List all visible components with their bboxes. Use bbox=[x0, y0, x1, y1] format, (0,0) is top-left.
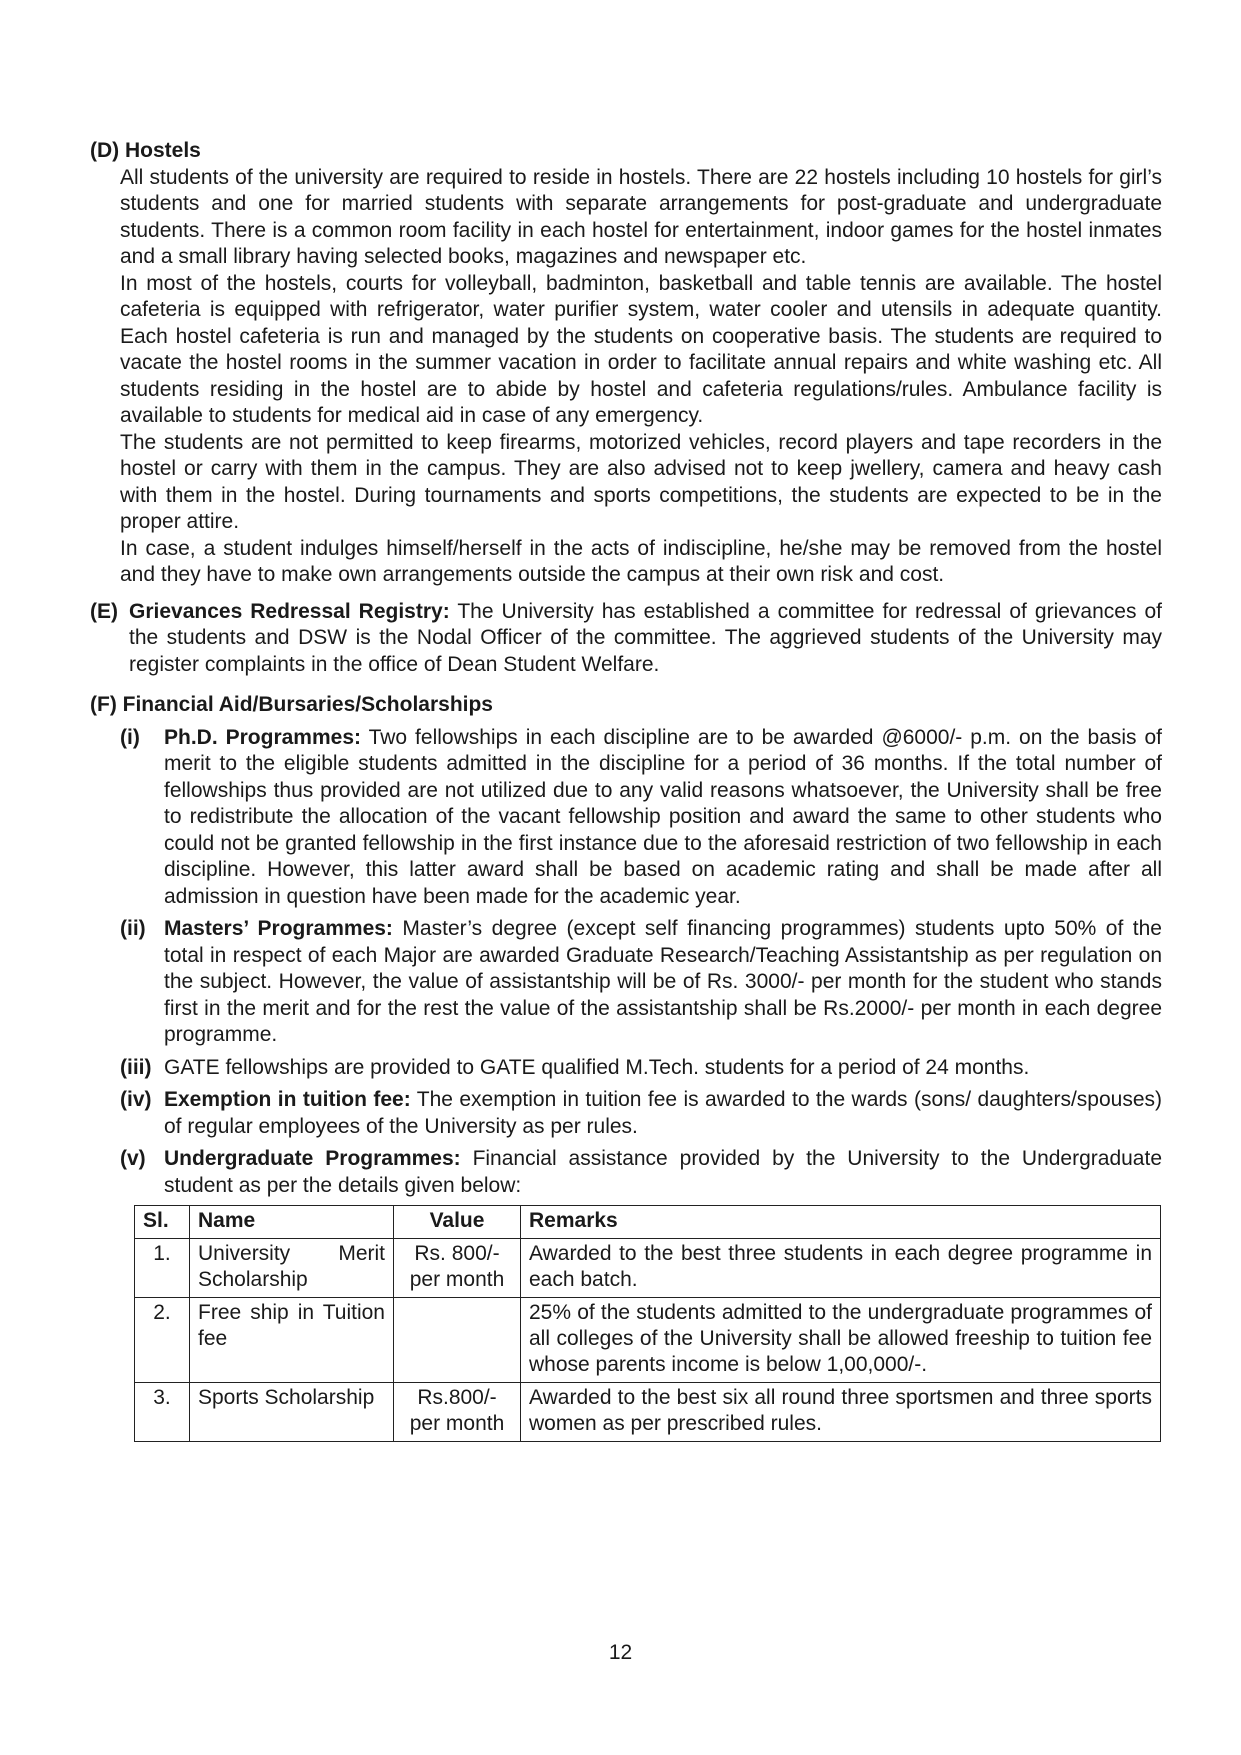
item-number: (iii) bbox=[120, 1055, 152, 1079]
item-body: Two fellowships in each discipline are to be awarded @6000/- p.m. on the basis of merit to the eligible students admitted in the discipline for a period of 36 months. If the total number of fellowships thus provided are not utilized due to any valid reasons whatsoever, the University shall be free to redistribute the allocation of the vacant fellowship position and award the same to other students who could not be granted fellowship in the first instance due to the aforesaid restriction of two fellowship in each discipline. However, this latter award shall be based on academic rating and shall be made after all admission in question have been made for the academic year. bbox=[164, 725, 1162, 908]
item-number: (v) bbox=[120, 1147, 146, 1170]
grievances-label: (E) bbox=[90, 599, 118, 623]
cell-value: Rs. 800/- per month bbox=[394, 1239, 521, 1298]
table-row bbox=[135, 1239, 1161, 1298]
item-number: (ii) bbox=[120, 917, 146, 940]
item-text bbox=[164, 725, 1162, 911]
financial-item bbox=[120, 725, 1162, 911]
item-body: Financial assistance provided by the University to the Undergraduate student as per the details given below: bbox=[164, 1147, 1163, 1197]
cell-name: Free ship in Tuition fee bbox=[190, 1298, 394, 1383]
table-row bbox=[135, 1298, 1161, 1383]
cell-value: Rs.800/- per month bbox=[394, 1383, 521, 1442]
item-title: Masters’ Programmes: bbox=[164, 917, 393, 940]
cell-remarks: Awarded to the best six all round three sportsmen and three sports women as per prescribed rules. bbox=[521, 1383, 1161, 1442]
cell-remarks: Awarded to the best three students in each degree programme in each batch. bbox=[521, 1239, 1161, 1298]
item-body: Master’s degree (except self financing programmes) students upto 50% of the total in respect of each Major are awarded Graduate Research/Teaching Assistantship as per regulation on the subject. However, the value of assistantship will be of Rs. 3000/- per month for the student who stands first in the merit and for the rest the value of the assistantship shall be Rs.2000/- per month in each degree programme. bbox=[164, 917, 1162, 1046]
item-title: Ph.D. Programmes: bbox=[164, 725, 362, 749]
item-number: (i) bbox=[120, 725, 140, 749]
hostels-paragraph: In most of the hostels, courts for volleyball, badminton, basketball and table tennis are available. The hostel cafeteria is equipped with refrigerator, water purifier system, water cooler and utensils in adequate quantity. Each hostel cafeteria is run and managed by the students on cooperative basis. The students are required to vacate the hostel rooms in the summer vacation in order to facilitate annual repairs and white washing etc. All students residing in the hostel are to abide by hostel and cafeteria regulations/rules. Ambulance facility is available to students for medical aid in case of any emergency. bbox=[120, 271, 1162, 427]
financial-item bbox=[120, 1146, 1162, 1199]
cell-name: Sports Scholarship bbox=[190, 1383, 394, 1442]
hostels-paragraph: All students of the university are required to reside in hostels. There are 22 hostels including 10 hostels for girl’s students and one for married students with separate arrangements for post-graduate and undergraduate students. There is a common room facility in each hostel for entertainment, indoor games for the hostel inmates and a small library having selected books, magazines and newspaper etc. bbox=[120, 165, 1162, 268]
hostels-paragraph: In case, a student indulges himself/herself in the acts of indiscipline, he/she may be removed from the hostel and they have to make own arrangements outside the campus at their own risk and cost. bbox=[120, 536, 1162, 586]
hostels-paragraph: The students are not permitted to keep firearms, motorized vehicles, record players and tape recorders in the hostel or carry with them in the campus. They are also advised not to keep jwellery, camera and heavy cash with them in the hostel. During tournaments and sports competitions, the students are expected to be in the proper attire. bbox=[120, 430, 1162, 533]
financial-item bbox=[120, 1055, 1162, 1082]
cell-value bbox=[394, 1298, 521, 1383]
grievances-section bbox=[90, 599, 1162, 679]
hostels-section bbox=[90, 138, 1162, 589]
column-header-value: Value bbox=[394, 1206, 521, 1239]
cell-name: University Merit Scholarship bbox=[190, 1239, 394, 1298]
document-page bbox=[90, 138, 1162, 1442]
financial-heading: (F) Financial Aid/Bursaries/Scholarships bbox=[90, 693, 493, 716]
grievances-text: The University has established a committee for redressal of grievances of the students and DSW is the Nodal Officer of the committee. The aggrieved students of the University may register complaints in the office of Dean Student Welfare. bbox=[129, 599, 1162, 676]
item-text bbox=[164, 1146, 1162, 1199]
financial-section bbox=[90, 692, 1162, 1442]
column-header-remarks: Remarks bbox=[521, 1206, 1161, 1239]
table-row bbox=[135, 1383, 1161, 1442]
cell-sl: 3. bbox=[135, 1383, 190, 1442]
item-title: Undergraduate Programmes: bbox=[164, 1147, 461, 1170]
item-body: GATE fellowships are provided to GATE qualified M.Tech. students for a period of 24 months. bbox=[164, 1055, 1030, 1079]
grievances-title: Grievances Redressal Registry: bbox=[129, 599, 450, 623]
item-text bbox=[164, 1055, 1162, 1082]
item-title: Exemption in tuition fee: bbox=[164, 1088, 411, 1111]
scholarship-table bbox=[134, 1205, 1161, 1442]
financial-item bbox=[120, 916, 1162, 1049]
hostels-body bbox=[120, 165, 1162, 589]
hostels-heading: (D) Hostels bbox=[90, 139, 201, 162]
column-header-sl: Sl. bbox=[135, 1206, 190, 1239]
cell-sl: 1. bbox=[135, 1239, 190, 1298]
table-header-row bbox=[135, 1206, 1161, 1239]
page-number: 12 bbox=[608, 1641, 633, 1664]
item-body: The exemption in tuition fee is awarded to the wards (sons/ daughters/spouses) of regular employees of the University as per rules. bbox=[164, 1088, 1162, 1138]
grievances-body bbox=[129, 599, 1162, 679]
item-number: (iv) bbox=[120, 1088, 152, 1111]
cell-sl: 2. bbox=[135, 1298, 190, 1383]
cell-remarks: 25% of the students admitted to the undergraduate programmes of all colleges of the University shall be allowed freeship to tuition fee whose parents income is below 1,00,000/-. bbox=[521, 1298, 1161, 1383]
item-text bbox=[164, 1087, 1162, 1140]
item-text bbox=[164, 916, 1162, 1049]
column-header-name: Name bbox=[190, 1206, 394, 1239]
financial-item bbox=[120, 1087, 1162, 1140]
